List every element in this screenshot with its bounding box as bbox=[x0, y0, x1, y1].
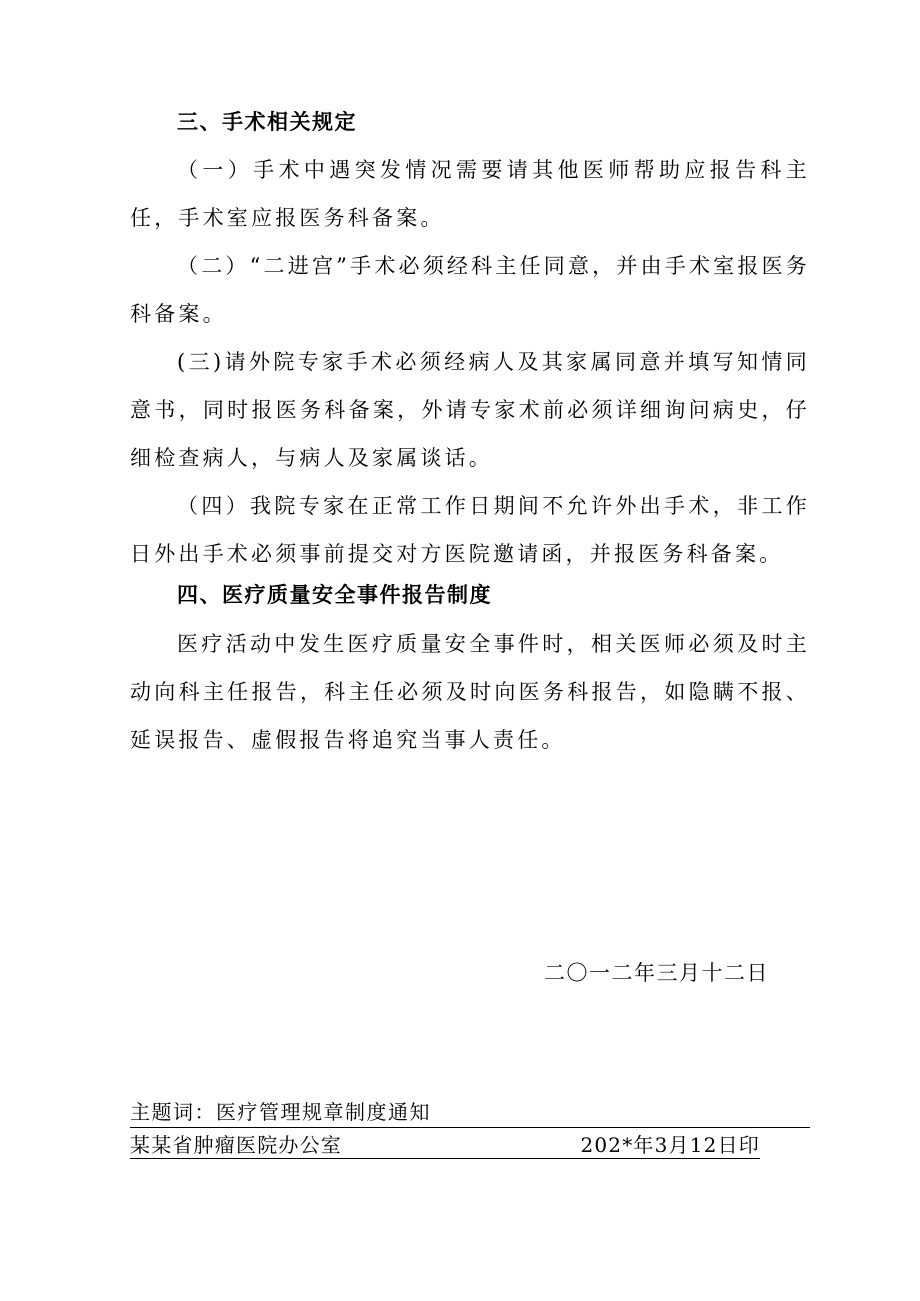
paragraph-surgery-4: （四）我院专家在正常工作日期间不允许外出手术，非工作日外出手术必须事前提交对方医院邀请函，并报医务科备案。 bbox=[130, 494, 810, 566]
issuer-line bbox=[130, 1131, 760, 1159]
section-heading-safety-reporting: 四、医疗质量安全事件报告制度 bbox=[177, 583, 492, 607]
paragraph-surgery-3: (三)请外院专家手术必须经病人及其家属同意并填写知情同意书，同时报医务科备案，外请专家术前必须详细询问病史，仔细检查病人，与病人及家属谈话。 bbox=[130, 350, 810, 470]
paragraph-surgery-2: （二）“二进宫”手术必须经科主任同意，并由手术室报医务科备案。 bbox=[130, 254, 810, 326]
signature-date: 二〇一二年三月十二日 bbox=[544, 961, 769, 985]
footer-divider-top bbox=[130, 1127, 810, 1128]
paragraph-safety-1: 医疗活动中发生医疗质量安全事件时，相关医师必须及时主动向科主任报告，科主任必须及时向医务科报告，如隐瞒不报、延误报告、虚假报告将追究当事人责任。 bbox=[130, 632, 810, 752]
footer-divider-bottom bbox=[130, 1158, 760, 1159]
print-date: 202*年3月12日印 bbox=[580, 1133, 760, 1157]
paragraph-surgery-1: （一）手术中遇突发情况需要请其他医师帮助应报告科主任，手术室应报医务科备案。 bbox=[130, 158, 810, 230]
section-heading-surgery-rules: 三、手术相关规定 bbox=[177, 110, 357, 134]
issuer-name: 某某省肿瘤医院办公室 bbox=[130, 1133, 342, 1157]
subject-keywords: 主题词：医疗管理规章制度通知 bbox=[130, 1100, 431, 1124]
